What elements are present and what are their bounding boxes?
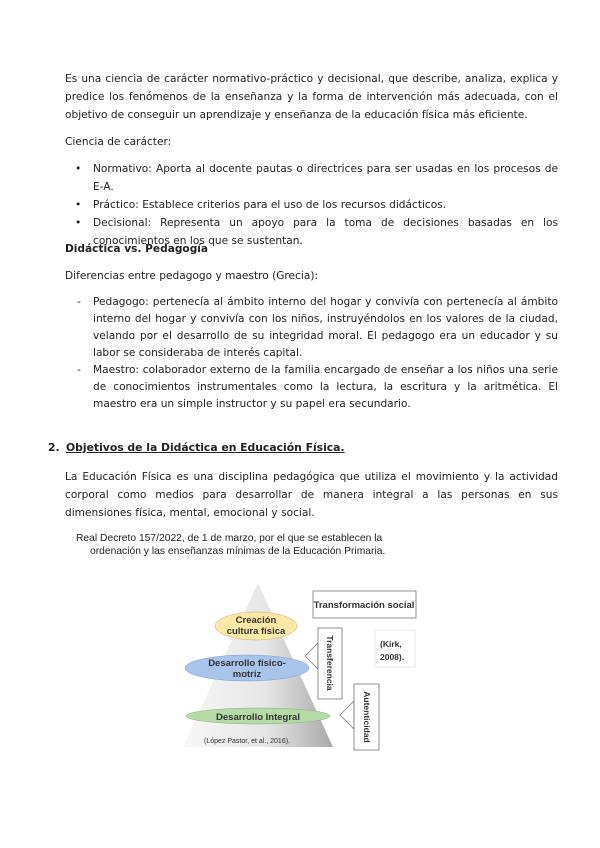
arrow-autenticidad	[340, 701, 354, 729]
section-number: 2.	[48, 441, 60, 454]
diferencias-label: Diferencias entre pedagogo y maestro (Grecia):	[65, 270, 319, 282]
pyramid-citation: (López Pastor, et al., 2016).	[204, 738, 290, 745]
caption-line-1: Real Decreto 157/2022, de 1 de marzo, por el que se establecen la	[76, 533, 383, 544]
ciencia-label: Ciencia de carácter:	[65, 136, 172, 148]
level-top-line-1: Creación	[235, 615, 277, 626]
list-item: • Decisional: Representa un apoyo para la toma de decisiones basadas en los conocimientos en los que se sustentan.	[65, 214, 558, 250]
kirk-line-2: 2008).	[380, 652, 405, 662]
caption-line-2: ordenación y las enseñanzas mínimas de la Educación Primaria.	[90, 546, 386, 557]
level-mid-line-2: motriz	[232, 669, 262, 680]
box-transferencia-label: Transferencia	[325, 635, 335, 691]
section-subtitle: Didáctica vs. Pedagogía	[65, 243, 209, 255]
level-base-label: Desarrollo Integral	[216, 712, 300, 723]
box-social-label: Transformación social	[313, 600, 415, 611]
level-top-line-2: cultura física	[226, 626, 286, 637]
ef-paragraph: La Educación Física es una disciplina pedagógica que utiliza el movimiento y la actividad corporal como medios para desarrollar de manera integral a las personas en sus dimensiones física, mental, emocional y social.	[65, 471, 558, 519]
list-item: • Práctico: Establece criterios para el uso de los recursos didácticos.	[65, 196, 558, 214]
list-item: - Pedagogo: pertenecía al ámbito interno del hogar y convivía con pertenecía al ámbito interno del hogar y convivía con los niños, instruyéndolos en los valores de la ciudad, velando por el desarrollo de su integridad moral. El pedagogo era un educador y su labor se consideraba de interés capital.	[65, 294, 558, 362]
list-item: - Maestro: colaborador externo de la familia encargado de enseñar a los niños una serie de conocimientos instrumentales como la lectura, la escritura y la aritmética. El maestro era un simple instructor y su papel era secundario.	[65, 362, 558, 413]
level-mid-line-1: Desarrollo físico-	[208, 658, 286, 669]
kirk-line-1: (Kirk,	[380, 639, 402, 649]
list-item: • Normativo: Aporta al docente pautas o directrices para ser usadas en los procesos de E-A.	[65, 160, 558, 196]
section-title: Objetivos de la Didáctica en Educación Física.	[66, 441, 345, 454]
box-autenticidad-label: Autenticidad	[362, 691, 372, 743]
intro-paragraph: Es una ciencia de carácter normativo-práctico y decisional, que describe, analiza, explica y predice los fenómenos de la enseñanza y la forma de intervención más adecuada, con el objetivo de conseguir un aprendizaje y enseñanza de la educación física más eficiente.	[65, 73, 558, 121]
